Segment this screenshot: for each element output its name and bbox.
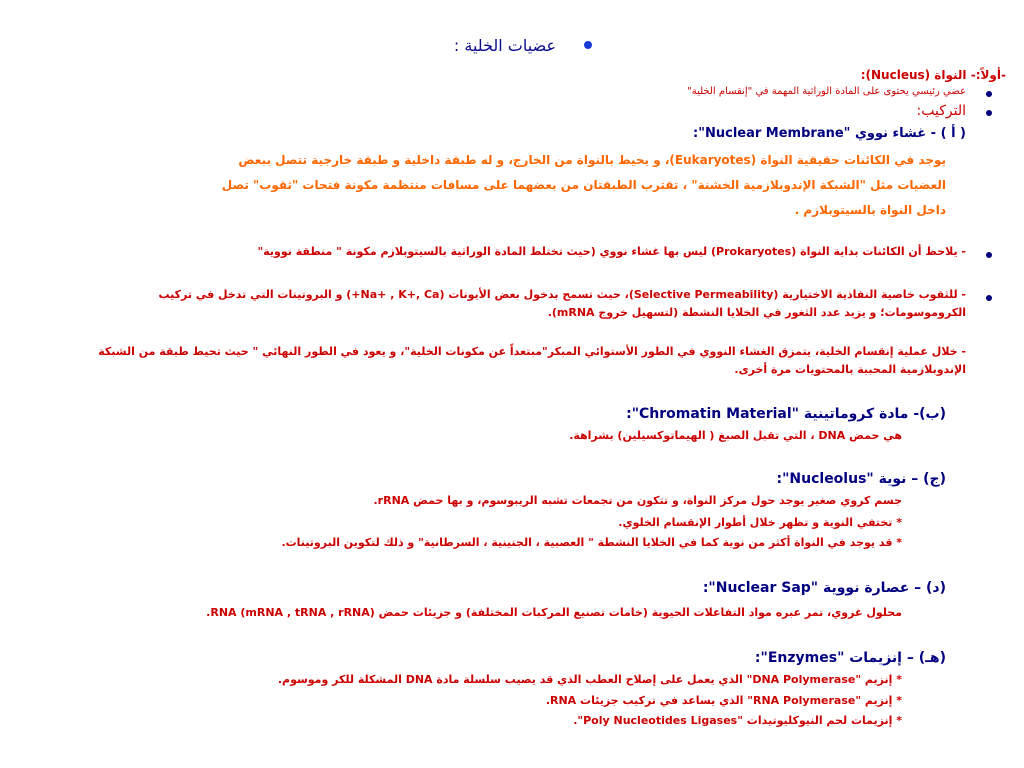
chromatin-desc: هي حمض DNA ، التي تقبل الصبغ ( الهيماتوكسيلين) بشراهة. bbox=[569, 429, 902, 442]
membrane-line-1: يوجد في الكائنات حقيقية النواة (Eukaryotes)، و يحيط بالنواة من الخارج، و له طبقة داخلية و طبقة خارجية تتصل ببعض bbox=[238, 153, 946, 167]
nucleolus-line-3: * قد يوجد في النواة أكثر من نوية كما في الخلايا النشطة " العصبية ، الجنينية ، السرطانية" و ذلك لتكوين البروتينات. bbox=[281, 536, 902, 549]
chromatin-heading: (ب)- مادة كروماتينية "Chromatin Material": bbox=[626, 406, 946, 422]
bullet bbox=[986, 295, 992, 301]
enzymes-line-1: * إنزيم "DNA Polymerase" الذي يعمل على إصلاح العطب الذي قد يصيب سلسلة مادة DNA المشكلة للكر وموسوم. bbox=[277, 673, 902, 686]
note-permeability-2: الكروموسومات؛ و يزيد عدد الثغور في الخلايا النشطة (لتسهيل خروج mRNA). bbox=[547, 306, 966, 319]
nuclear-sap-heading: (د) – عصارة نووية "Nuclear Sap": bbox=[702, 580, 946, 596]
page-title: عضيات الخلية : bbox=[453, 36, 556, 55]
membrane-line-2: العضيات مثل "الشبكة الإندوبلازمية الخشنة" ، تقترب الطبقتان من بعضهما على مسافات منتظمة مكونة فتحات "ثقوب" تصل bbox=[221, 178, 946, 192]
nucleolus-line-2: * تختفي النوية و تظهر خلال أطوار الإنقسام الخلوي. bbox=[618, 516, 902, 529]
section-nucleus-heading: -أولاً:- النواة (Nucleus): bbox=[860, 68, 1006, 82]
title-bullet bbox=[584, 41, 592, 49]
structure-label: التركيب: bbox=[916, 103, 966, 119]
note-prokaryotes: - يلاحظ أن الكائنات بداية النواة (Prokaryotes) ليس بها غشاء نووي (حيث تختلط المادة الوراثية بالسيتوبلازم مكونة " منطقة نووية" bbox=[257, 245, 966, 258]
enzymes-line-3: * إنزيمات لحم النيوكليوتيدات "Poly Nucleotides Ligases". bbox=[573, 714, 902, 727]
note-division-2: الإندوبلازمية المحببة بالمحتويات مرة أخرى. bbox=[734, 363, 966, 376]
note-permeability-1: - للثقوب خاصية النفاذية الاختيارية (Selective Permeability)، حيث تسمح بدخول بعض الأيونات (Na+ , K+, Ca+) و البروتينات التي تدخل في تركيب bbox=[158, 288, 966, 301]
nucleolus-line-1: جسم كروي صغير يوجد حول مركز النواة، و تتكون من تجمعات تشبه الريبوسوم، و بها حمض rRNA. bbox=[373, 494, 902, 507]
nucleolus-heading: (ج) – نوية "Nucleolus": bbox=[776, 471, 946, 487]
nucleus-desc: عضي رئيسي يحتوى على المادة الوراثية المهمة في "إنقسام الخلية" bbox=[687, 86, 966, 97]
membrane-line-3: داخل النواة بالسيتوبلازم . bbox=[794, 203, 946, 217]
bullet bbox=[986, 110, 992, 116]
enzymes-line-2: * إنزيم "RNA Polymerase" الذي يساعد في تركيب جزيئات RNA. bbox=[545, 694, 902, 707]
membrane-heading: ( أ ) - غشاء نووي "Nuclear Membrane": bbox=[693, 126, 966, 141]
enzymes-heading: (هـ) – إنزيمات "Enzymes": bbox=[754, 650, 946, 666]
nuclear-sap-line-1: محلول غروي، تمر عبره مواد التفاعلات الحيوية (خامات تصنيع المركبات المختلفة) و جزيئات حمض RNA (mRNA , tRNA , rRNA). bbox=[206, 606, 902, 619]
bullet bbox=[986, 91, 992, 97]
bullet bbox=[986, 252, 992, 258]
note-division-1: - خلال عملية إنقسام الخلية، يتمزق الغشاء النووي في الطور الأستوائي المبكر"مبتعداً عن مكونات الخلية"، و يعود في الطور النهائي " حيث تحيط طبقة من الشبكة bbox=[98, 345, 966, 358]
